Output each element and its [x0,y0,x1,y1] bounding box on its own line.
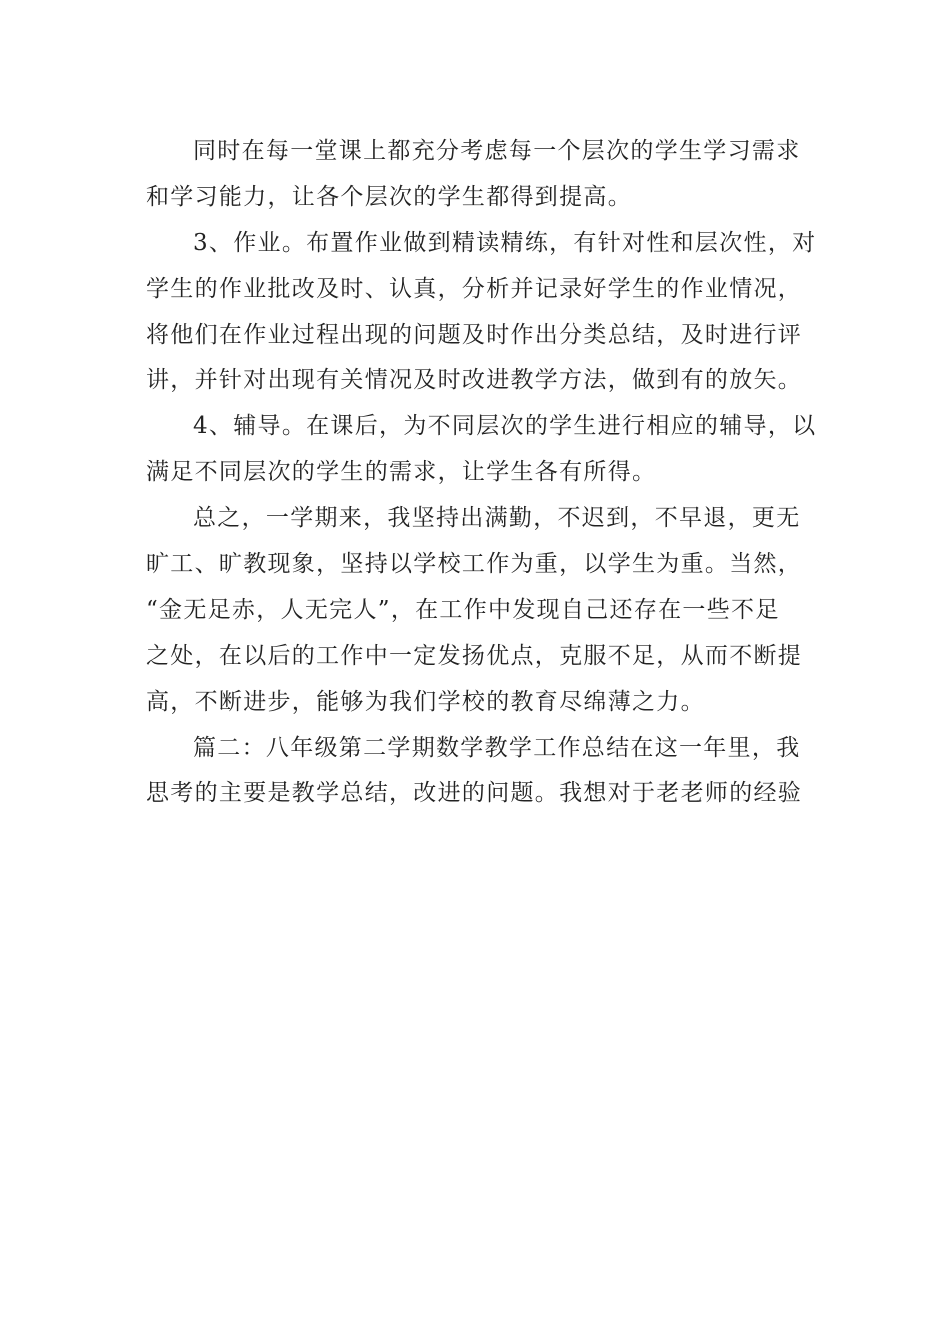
text-line: 同时在每一堂课上都充分考虑每一个层次的学生学习需求 [193,138,801,164]
text-line: “金无足赤，人无完人”，在工作中发现自己还存在一些不足 [146,596,780,623]
text-line: 学生的作业批改及时、认真，分析并记录好学生的作业情况， [146,275,803,302]
text-line: 高，不断进步，能够为我们学校的教育尽绵薄之力。 [146,688,705,715]
body-text [146,129,817,817]
text-line: 之处，在以后的工作中一定发扬优点，克服不足，从而不断提 [146,642,803,669]
text-line: 总之，一学期来，我坚持出满勤，不迟到，不早退，更无 [193,505,801,532]
text-line: 旷工、旷教现象，坚持以学校工作为重，以学生为重。当然， [146,551,803,578]
text-line: 满足不同层次的学生的需求，让学生各有所得。 [146,459,657,486]
text-line: 4、辅导。在课后，为不同层次的学生进行相应的辅导，以 [193,413,817,440]
text-line: 讲，并针对出现有关情况及时改进教学方法，做到有的放矢。 [146,367,803,394]
text-line: 和学习能力，让各个层次的学生都得到提高。 [146,183,632,210]
text-line: 思考的主要是教学总结，改进的问题。我想对于老老师的经验 [146,780,803,807]
text-line: 3、作业。布置作业做到精读精练，有针对性和层次性，对 [193,229,817,256]
text-line: 将他们在作业过程出现的问题及时作出分类总结，及时进行评 [146,321,803,348]
text-line: 篇二：八年级第二学期数学教学工作总结在这一年里，我 [193,734,801,761]
